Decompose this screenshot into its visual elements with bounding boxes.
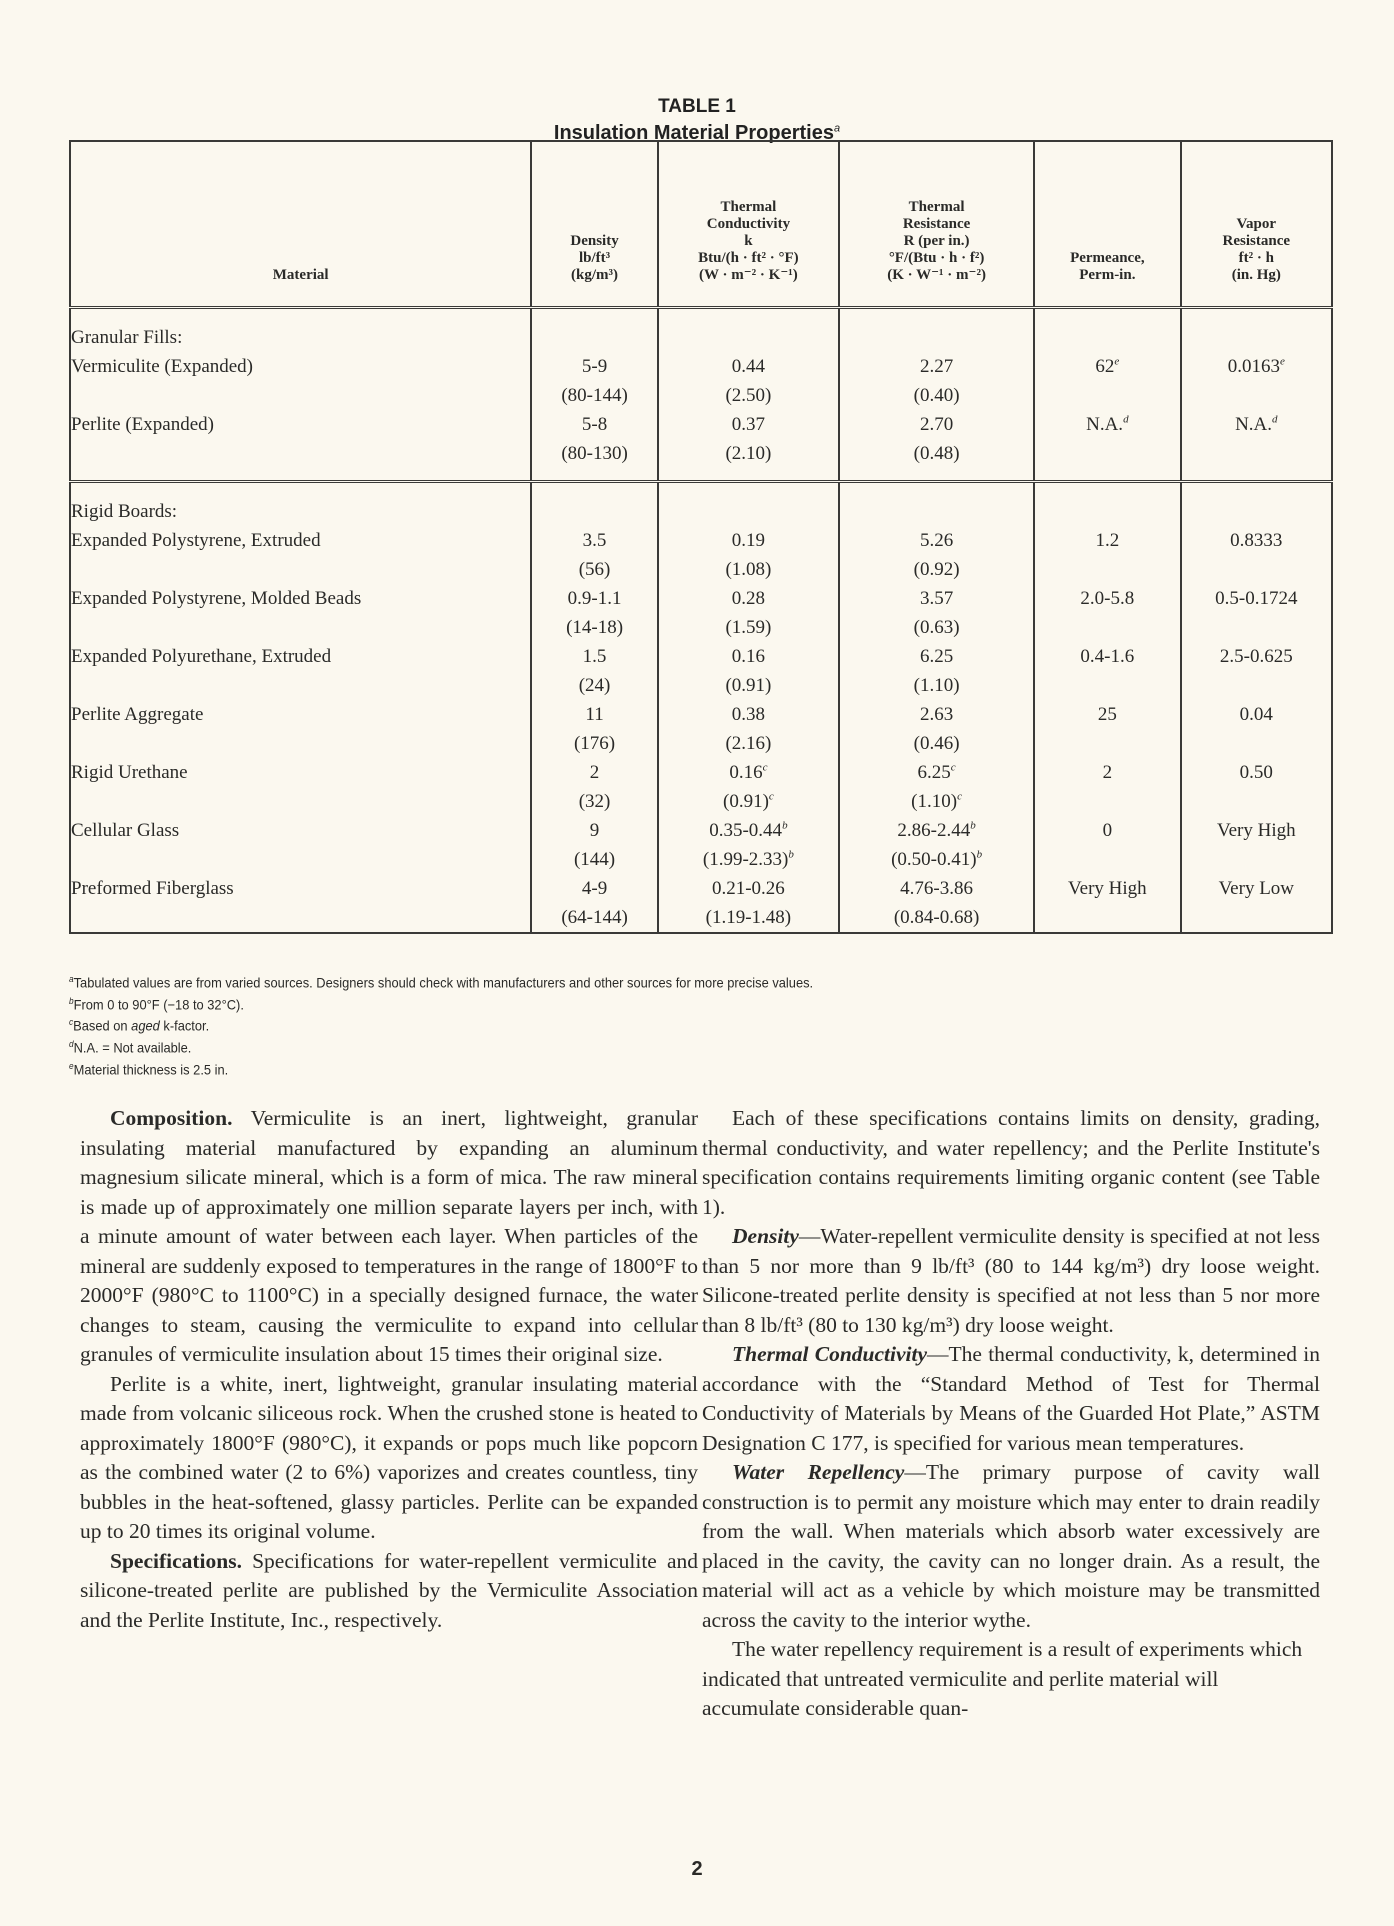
header-thermal-resistance: Thermal Resistance R (per in.) °F/(Btu · h · f²) (K · W⁻¹ · m⁻²) (839, 141, 1034, 308)
footnote-c: $^c$Based on aged k-factor. (69, 1017, 210, 1034)
resistance-cell: 6.25$^c$ (1.10)$^c$ (839, 758, 1034, 816)
table-group-rigid-boards (70, 482, 1332, 934)
density-cell: 11 (176) (531, 700, 657, 758)
subsection-heading: Thermal Conductivity (732, 1342, 927, 1366)
permeance-cell: 2.0-5.8 (1034, 584, 1180, 642)
conductivity-cell: 0.44 (2.50) (658, 352, 839, 410)
body-column-left (80, 1104, 698, 1635)
table-row (70, 352, 1332, 410)
table-row (70, 526, 1332, 584)
table-header-row (70, 141, 1332, 308)
insulation-properties-table (69, 140, 1333, 934)
paragraph-density: Density—Water-repellent vermiculite density is specified at not less than 5 nor more than 9 lb/ft³ (80 to 144 kg/m³) dry loose weight. Silicone-treated perlite density is specified at not less than 5 nor more than 8 lb/ft³ (80 to 130 kg/m³) dry loose weight. (702, 1224, 1320, 1337)
permeance-cell: 62e (1034, 352, 1180, 410)
conductivity-cell: 0.35-0.44$^b$ (1.99-2.33)$^b$ (658, 816, 839, 874)
paragraph-composition: Composition. Vermiculite is an inert, lightweight, granular insulating material manufactured by expanding an aluminum magnesium silicate mineral, which is a form of mica. The raw mineral is made up of approximately one million separate layers per inch, with a minute amount of water between each layer. When particles of the mineral are suddenly exposed to temperatures in the range of 1800°F to 2000°F (980°C to 1100°C) in a specially designed furnace, the water changes to steam, causing the vermiculite to expand into cellular granules of vermiculite insulation about 15 times their original size. (80, 1106, 698, 1366)
conductivity-cell: 0.28 (1.59) (658, 584, 839, 642)
header-permeance: Permeance, Perm-in. (1034, 141, 1180, 308)
permeance-cell: 0.4-1.6 (1034, 642, 1180, 700)
density-cell: 3.5 (56) (531, 526, 657, 584)
section-heading: Composition. (110, 1106, 233, 1130)
density-cell: 1.5 (24) (531, 642, 657, 700)
conductivity-cell: 0.16 (0.91) (658, 642, 839, 700)
vapor-resistance-cell: 0.5-0.1724 (1181, 584, 1332, 642)
table-title: Insulation Material Properties$^a$ (553, 122, 841, 144)
density-cell: 2 (32) (531, 758, 657, 816)
permeance-cell: N.A.$^d$ (1034, 410, 1180, 482)
vapor-resistance-cell: N.A.$^d$ (1181, 410, 1332, 482)
conductivity-cell: 0.37 (2.10) (658, 410, 839, 482)
material-name: Vermiculite (Expanded) (70, 352, 531, 410)
resistance-cell: 2.27 (0.40) (839, 352, 1034, 410)
table-group-granular-fills (70, 308, 1332, 482)
material-name: Perlite (Expanded) (70, 410, 531, 482)
paragraph-specifications: Specifications. Specifications for water-repellent vermiculite and silicone-treated perlite are published by the Vermiculite Association and the Perlite Institute, Inc., respectively. (80, 1548, 698, 1632)
resistance-cell: 2.86-2.44$^b$ (0.50-0.41)$^b$ (839, 816, 1034, 874)
density-cell: 9 (144) (531, 816, 657, 874)
vapor-resistance-cell: Very High (1181, 816, 1332, 874)
footnote-e: $^e$Material thickness is 2.5 in. (69, 1060, 229, 1078)
header-material: Material (70, 141, 531, 308)
table-row (70, 410, 1332, 482)
resistance-cell: 2.70 (0.48) (839, 410, 1034, 482)
paragraph-repellency-requirement: The water repellency requirement is a result of experiments which indicated that untreated vermiculite and perlite material will accumulate considerable quan- (702, 1637, 1303, 1720)
table-row (70, 816, 1332, 874)
section-heading: Specifications. (110, 1548, 242, 1573)
table-row (70, 700, 1332, 758)
table-number: TABLE 1 (658, 96, 736, 117)
resistance-cell: 3.57 (0.63) (839, 584, 1034, 642)
material-name: Expanded Polyurethane, Extruded (70, 642, 531, 700)
body-column-right (702, 1104, 1320, 1724)
vapor-resistance-cell: 2.5-0.625 (1181, 642, 1332, 700)
paragraph-spec-limits: Each of these specifications contains limits on density, grading, thermal conductivity, and water repellency; and the Perlite Institute's specification contains requirements limiting organic content (see Table 1). (702, 1106, 1320, 1219)
resistance-cell: 6.25 (1.10) (839, 642, 1034, 700)
vapor-resistance-cell: 0.04 (1181, 700, 1332, 758)
material-name: Expanded Polystyrene, Molded Beads (70, 584, 531, 642)
material-name: Perlite Aggregate (70, 700, 531, 758)
header-density: Density lb/ft³ (kg/m³) (531, 141, 657, 308)
footnote-a: $^a$Tabulated values are from varied sources. Designers should check with manufacturers and other sources for more precise values. (69, 974, 814, 991)
footnote-b: $^b$From 0 to 90°F (−18 to 32°C). (69, 995, 244, 1013)
footnote-marker: a (833, 122, 841, 135)
group-label: Rigid Boards: (70, 482, 531, 527)
table-row (70, 874, 1332, 933)
vapor-resistance-cell: 0.50 (1181, 758, 1332, 816)
conductivity-cell: 0.19 (1.08) (658, 526, 839, 584)
density-cell: 0.9-1.1 (14-18) (531, 584, 657, 642)
vapor-resistance-cell: Very Low (1181, 874, 1332, 933)
paragraph-water-repellency: Water Repellency—The primary purpose of cavity wall construction is to permit any moisture which may enter to drain readily from the wall. When materials which absorb water excessively are placed in the cavity, the cavity can no longer drain. As a result, the material will act as a vehicle by which moisture may be transmitted across the cavity to the interior wythe. (702, 1460, 1320, 1632)
footnote-d: $^d$N.A. = Not available. (69, 1038, 192, 1056)
vapor-resistance-cell: 0.8333 (1181, 526, 1332, 584)
table-footnotes (69, 970, 1228, 1078)
resistance-cell: 2.63 (0.46) (839, 700, 1034, 758)
resistance-cell: 5.26 (0.92) (839, 526, 1034, 584)
paragraph-thermal-conductivity: Thermal Conductivity—The thermal conductivity, k, determined in accordance with the “Standard Method of Test for Thermal Conductivity of Materials by Means of the Guarded Hot Plate,” ASTM Designation C 177, is specified for various mean temperatures. (702, 1342, 1320, 1455)
resistance-cell: 4.76-3.86 (0.84-0.68) (839, 874, 1034, 933)
table-group-header (70, 482, 1332, 527)
header-thermal-conductivity: Thermal Conductivity k Btu/(h · ft² · °F) (W · m⁻² · K⁻¹) (658, 141, 839, 308)
table-row (70, 758, 1332, 816)
permeance-cell: 25 (1034, 700, 1180, 758)
paragraph-perlite: Perlite is a white, inert, lightweight, granular insulating material made from volcanic siliceous rock. When the crushed stone is heated to approximately 1800°F (980°C), it expands or pops much like popcorn as the combined water (2 to 6%) vaporizes and creates countless, tiny bubbles in the heat-softened, glassy particles. Perlite can be expanded up to 20 times its original volume. (80, 1371, 698, 1543)
density-cell: 4-9 (64-144) (531, 874, 657, 933)
subsection-heading: Water Repellency (732, 1460, 905, 1484)
header-vapor-resistance: Vapor Resistance ft² · h (in. Hg) (1181, 141, 1332, 308)
permeance-cell: 1.2 (1034, 526, 1180, 584)
density-cell: 5-9 (80-144) (531, 352, 657, 410)
table-row (70, 584, 1332, 642)
vapor-resistance-cell: 0.0163e (1181, 352, 1332, 410)
permeance-cell: 0 (1034, 816, 1180, 874)
table-group-header (70, 308, 1332, 353)
conductivity-cell: 0.16$^c$ (0.91)$^c$ (658, 758, 839, 816)
permeance-cell: Very High (1034, 874, 1180, 933)
material-name: Expanded Polystyrene, Extruded (70, 526, 531, 584)
permeance-cell: 2 (1034, 758, 1180, 816)
material-name: Cellular Glass (70, 816, 531, 874)
table-row (70, 642, 1332, 700)
subsection-heading: Density (732, 1224, 799, 1248)
page-number: 2 (691, 1858, 703, 1880)
density-cell: 5-8 (80-130) (531, 410, 657, 482)
conductivity-cell: 0.21-0.26 (1.19-1.48) (658, 874, 839, 933)
conductivity-cell: 0.38 (2.16) (658, 700, 839, 758)
material-name: Rigid Urethane (70, 758, 531, 816)
material-name: Preformed Fiberglass (70, 874, 531, 933)
group-label: Granular Fills: (70, 308, 531, 353)
